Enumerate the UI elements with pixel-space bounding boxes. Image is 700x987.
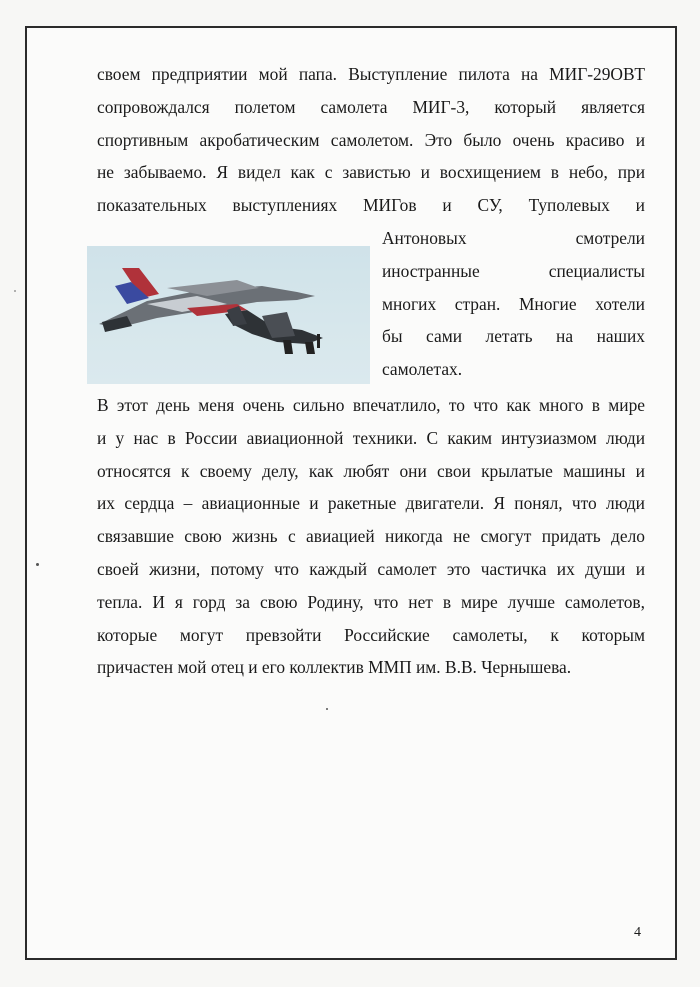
text-line: многих стран. Многие хотели (382, 293, 645, 314)
scan-speck (326, 708, 328, 710)
aircraft-illustration (87, 246, 370, 384)
text-line: своей жизни, потому что каждый самолет это частичка их души и (97, 558, 645, 579)
text-line: которые могут превзойти Российские самолеты, к которым (97, 624, 645, 645)
page-number: 4 (634, 925, 641, 940)
scan-speck (36, 563, 39, 566)
text-line: своем предприятии мой папа. Выступление пилота на МИГ-29ОВТ (97, 64, 645, 84)
text-line: и у нас в России авиационной техники. С каким интузиазмом люди (97, 427, 645, 448)
text-line: В этот день меня очень сильно впечатлило, то что как много в мире (97, 395, 645, 415)
paragraph-1 (97, 58, 645, 222)
text-line: тепла. И я горд за свою Родину, что нет в мире лучше самолетов, (97, 591, 645, 612)
text-line: не забываемо. Я видел как с завистью и восхищением в небо, при (97, 162, 645, 183)
text-line: их сердца – авиационные и ракетные двигатели. Я понял, что люди (97, 493, 645, 514)
paragraph-2 (97, 389, 645, 684)
text-line: иностранные специалисты (382, 260, 645, 281)
scan-speck (14, 290, 16, 292)
text-line: спортивным акробатическим самолетом. Это было очень красиво и (97, 129, 645, 150)
text-line: показательных выступлениях МИГов и СУ, Туполевых и (97, 195, 645, 216)
text-line: причастен мой отец и его коллектив ММП им. В.В. Чернышева. (97, 657, 572, 678)
text-line: относятся к своему делу, как любят они свои крылатые машины и (97, 460, 645, 481)
text-line: Антоновых смотрели (382, 228, 645, 248)
text-line: связавшие свою жизнь с авиацией никогда не смогут придать дело (97, 526, 645, 547)
text-line: бы сами летать на наших (382, 326, 645, 347)
aircraft-photo (87, 246, 370, 384)
text-line: сопровождался полетом самолета МИГ-3, который является (97, 96, 645, 117)
propeller-plane-shape (225, 306, 323, 354)
text-line: самолетах. (382, 359, 463, 380)
side-paragraph (382, 222, 645, 386)
